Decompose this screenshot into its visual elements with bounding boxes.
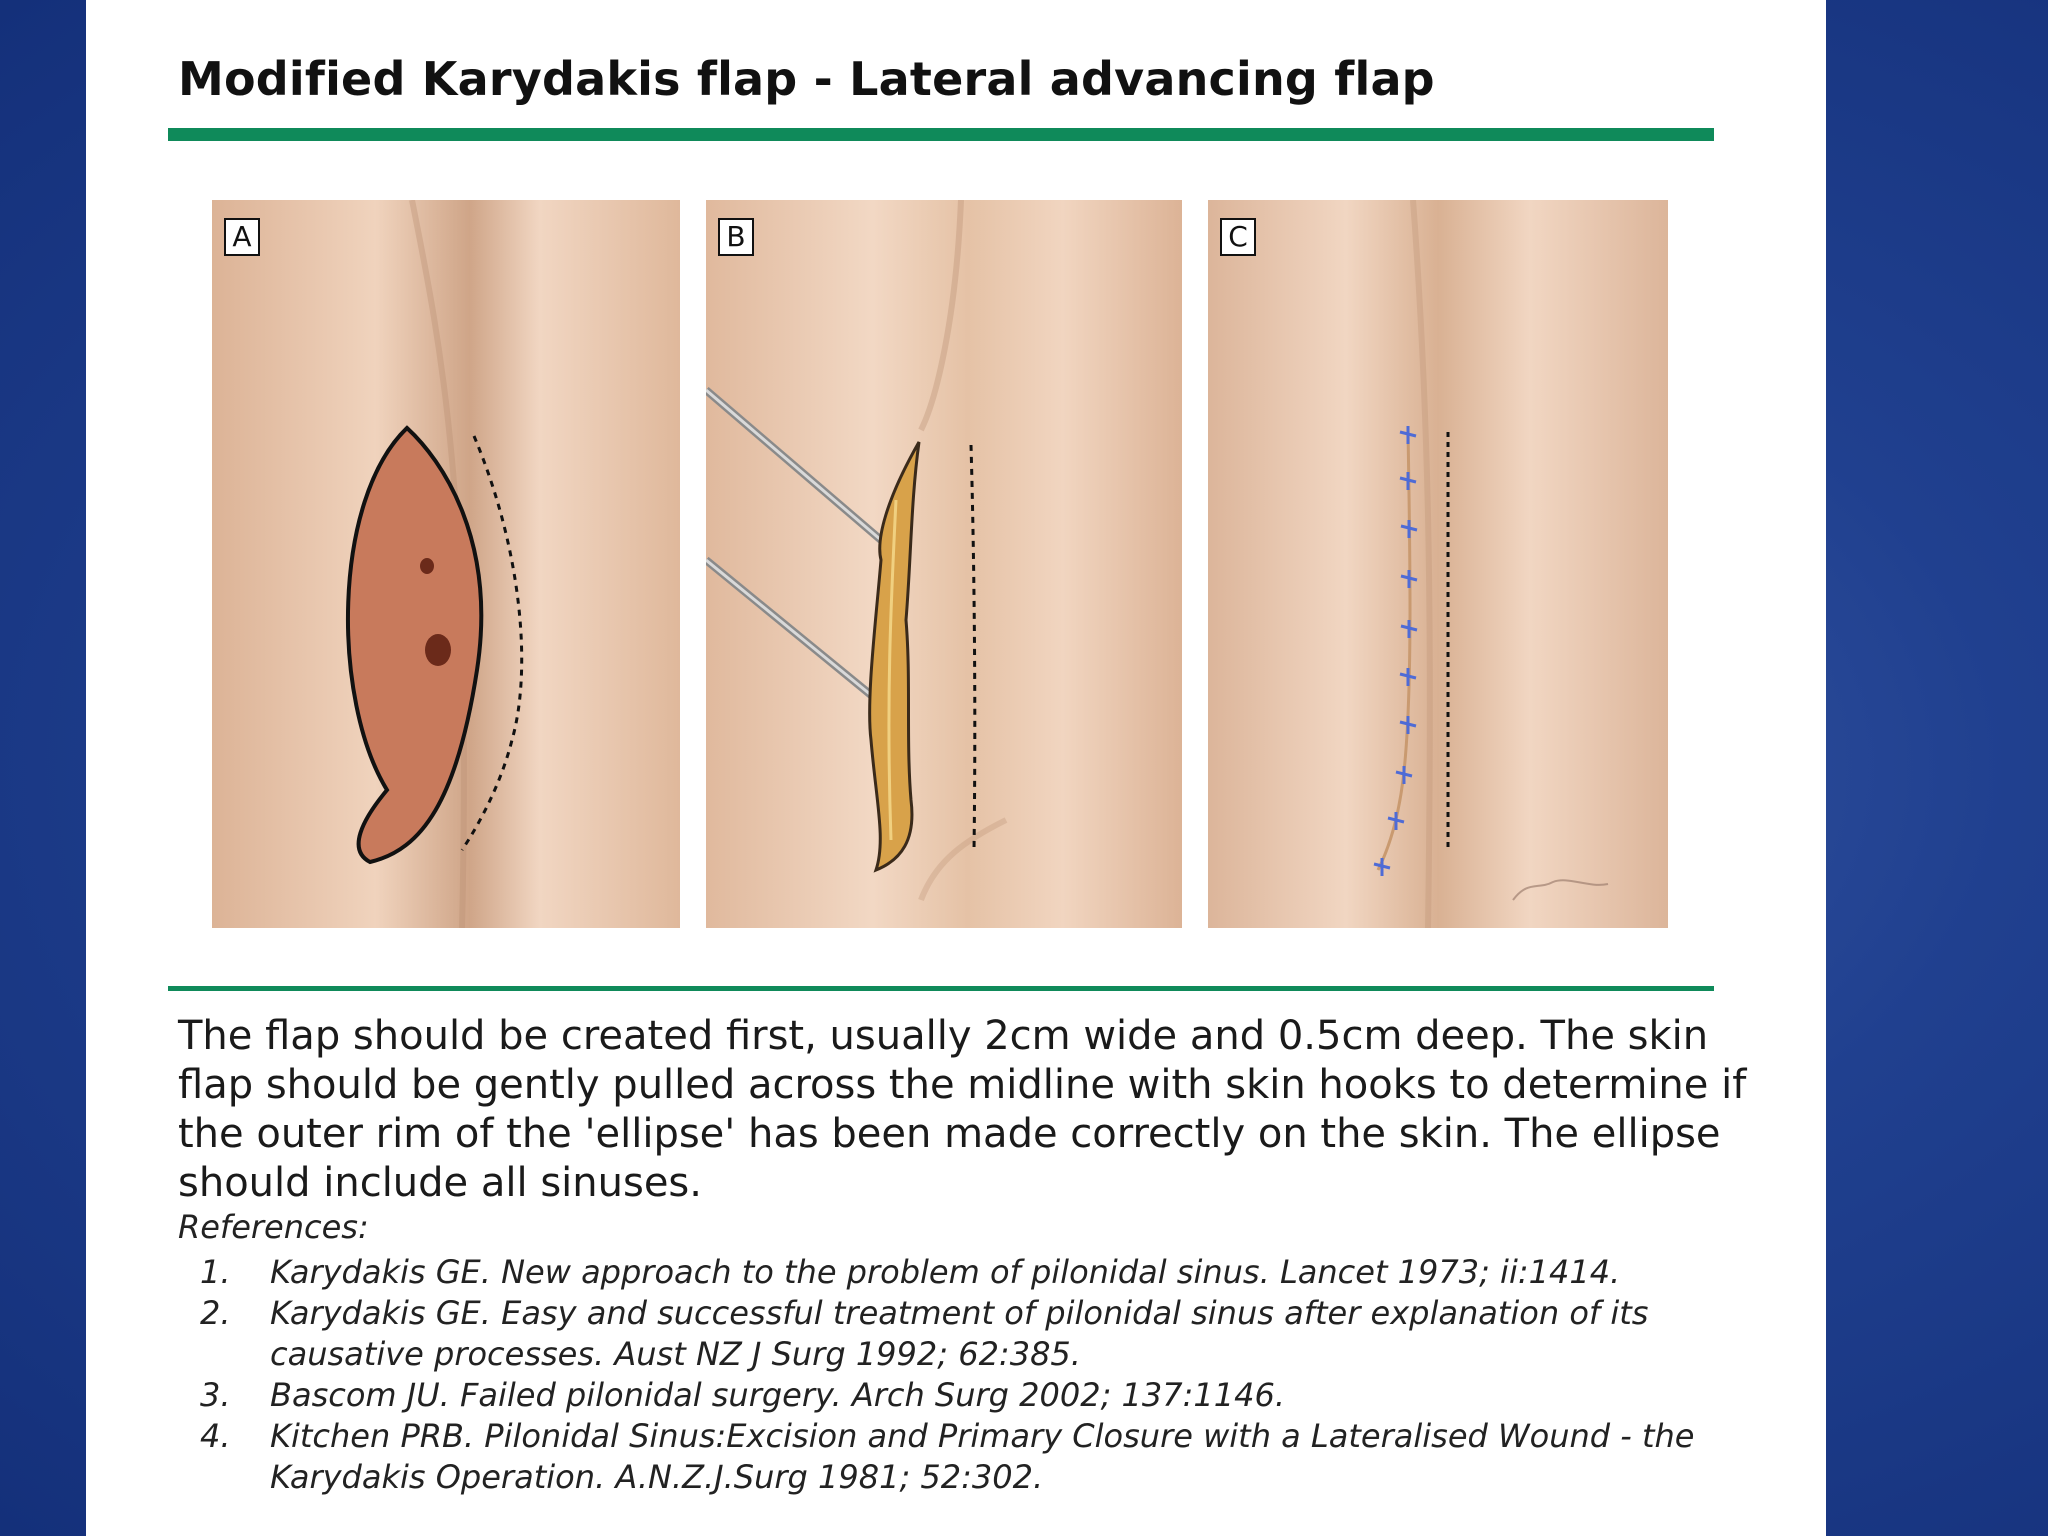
slide [86,0,1826,1536]
panel-c-illustration [1208,200,1668,928]
panel-label-a: A [224,218,260,256]
reference-text: Karydakis GE. New approach to the problem of pilonidal sinus. Lancet 1973; ii:1414. [270,1253,1621,1291]
panel-b-illustration [706,200,1182,928]
title-divider [168,128,1714,141]
illustration-panel-c [1208,200,1668,928]
reference-text: Bascom JU. Failed pilonidal surgery. Arch Surg 2002; 137:1146. [270,1376,1285,1414]
reference-item [178,1416,1738,1498]
panel-label-b: B [718,218,754,256]
reference-item [178,1293,1738,1375]
references-heading: References: [178,1208,369,1246]
reference-text: Karydakis GE. Easy and successful treatment of pilonidal sinus after explanation of its causative processes. Aust NZ J Surg 1992; 62:385. [270,1294,1649,1373]
slide-title: Modified Karydakis flap - Lateral advancing flap [178,52,1435,106]
reference-number: 4. [200,1417,231,1455]
description-text: The flap should be created first, usually 2cm wide and 0.5cm deep. The skin flap should be gently pulled across the midline with skin hooks to determine if the outer rim of the 'ellipse' has been made correctly on the skin. The ellipse should include all sinuses. [178,1013,1747,1206]
reference-text: Kitchen PRB. Pilonidal Sinus:Excision and Primary Closure with a Lateralised Wound - the Karydakis Operation. A.N.Z.J.Surg 1981; 52:302. [270,1417,1695,1496]
panel-label-c: C [1220,218,1256,256]
illustration-panel-a [212,200,680,928]
reference-number: 1. [200,1253,231,1291]
reference-item [178,1252,1738,1293]
reference-number: 2. [200,1294,231,1332]
references-list [178,1252,1738,1498]
illustration-panel-b [706,200,1182,928]
panel-a-illustration [212,200,680,928]
content-divider [168,986,1714,991]
reference-number: 3. [200,1376,231,1414]
reference-item [178,1375,1738,1416]
